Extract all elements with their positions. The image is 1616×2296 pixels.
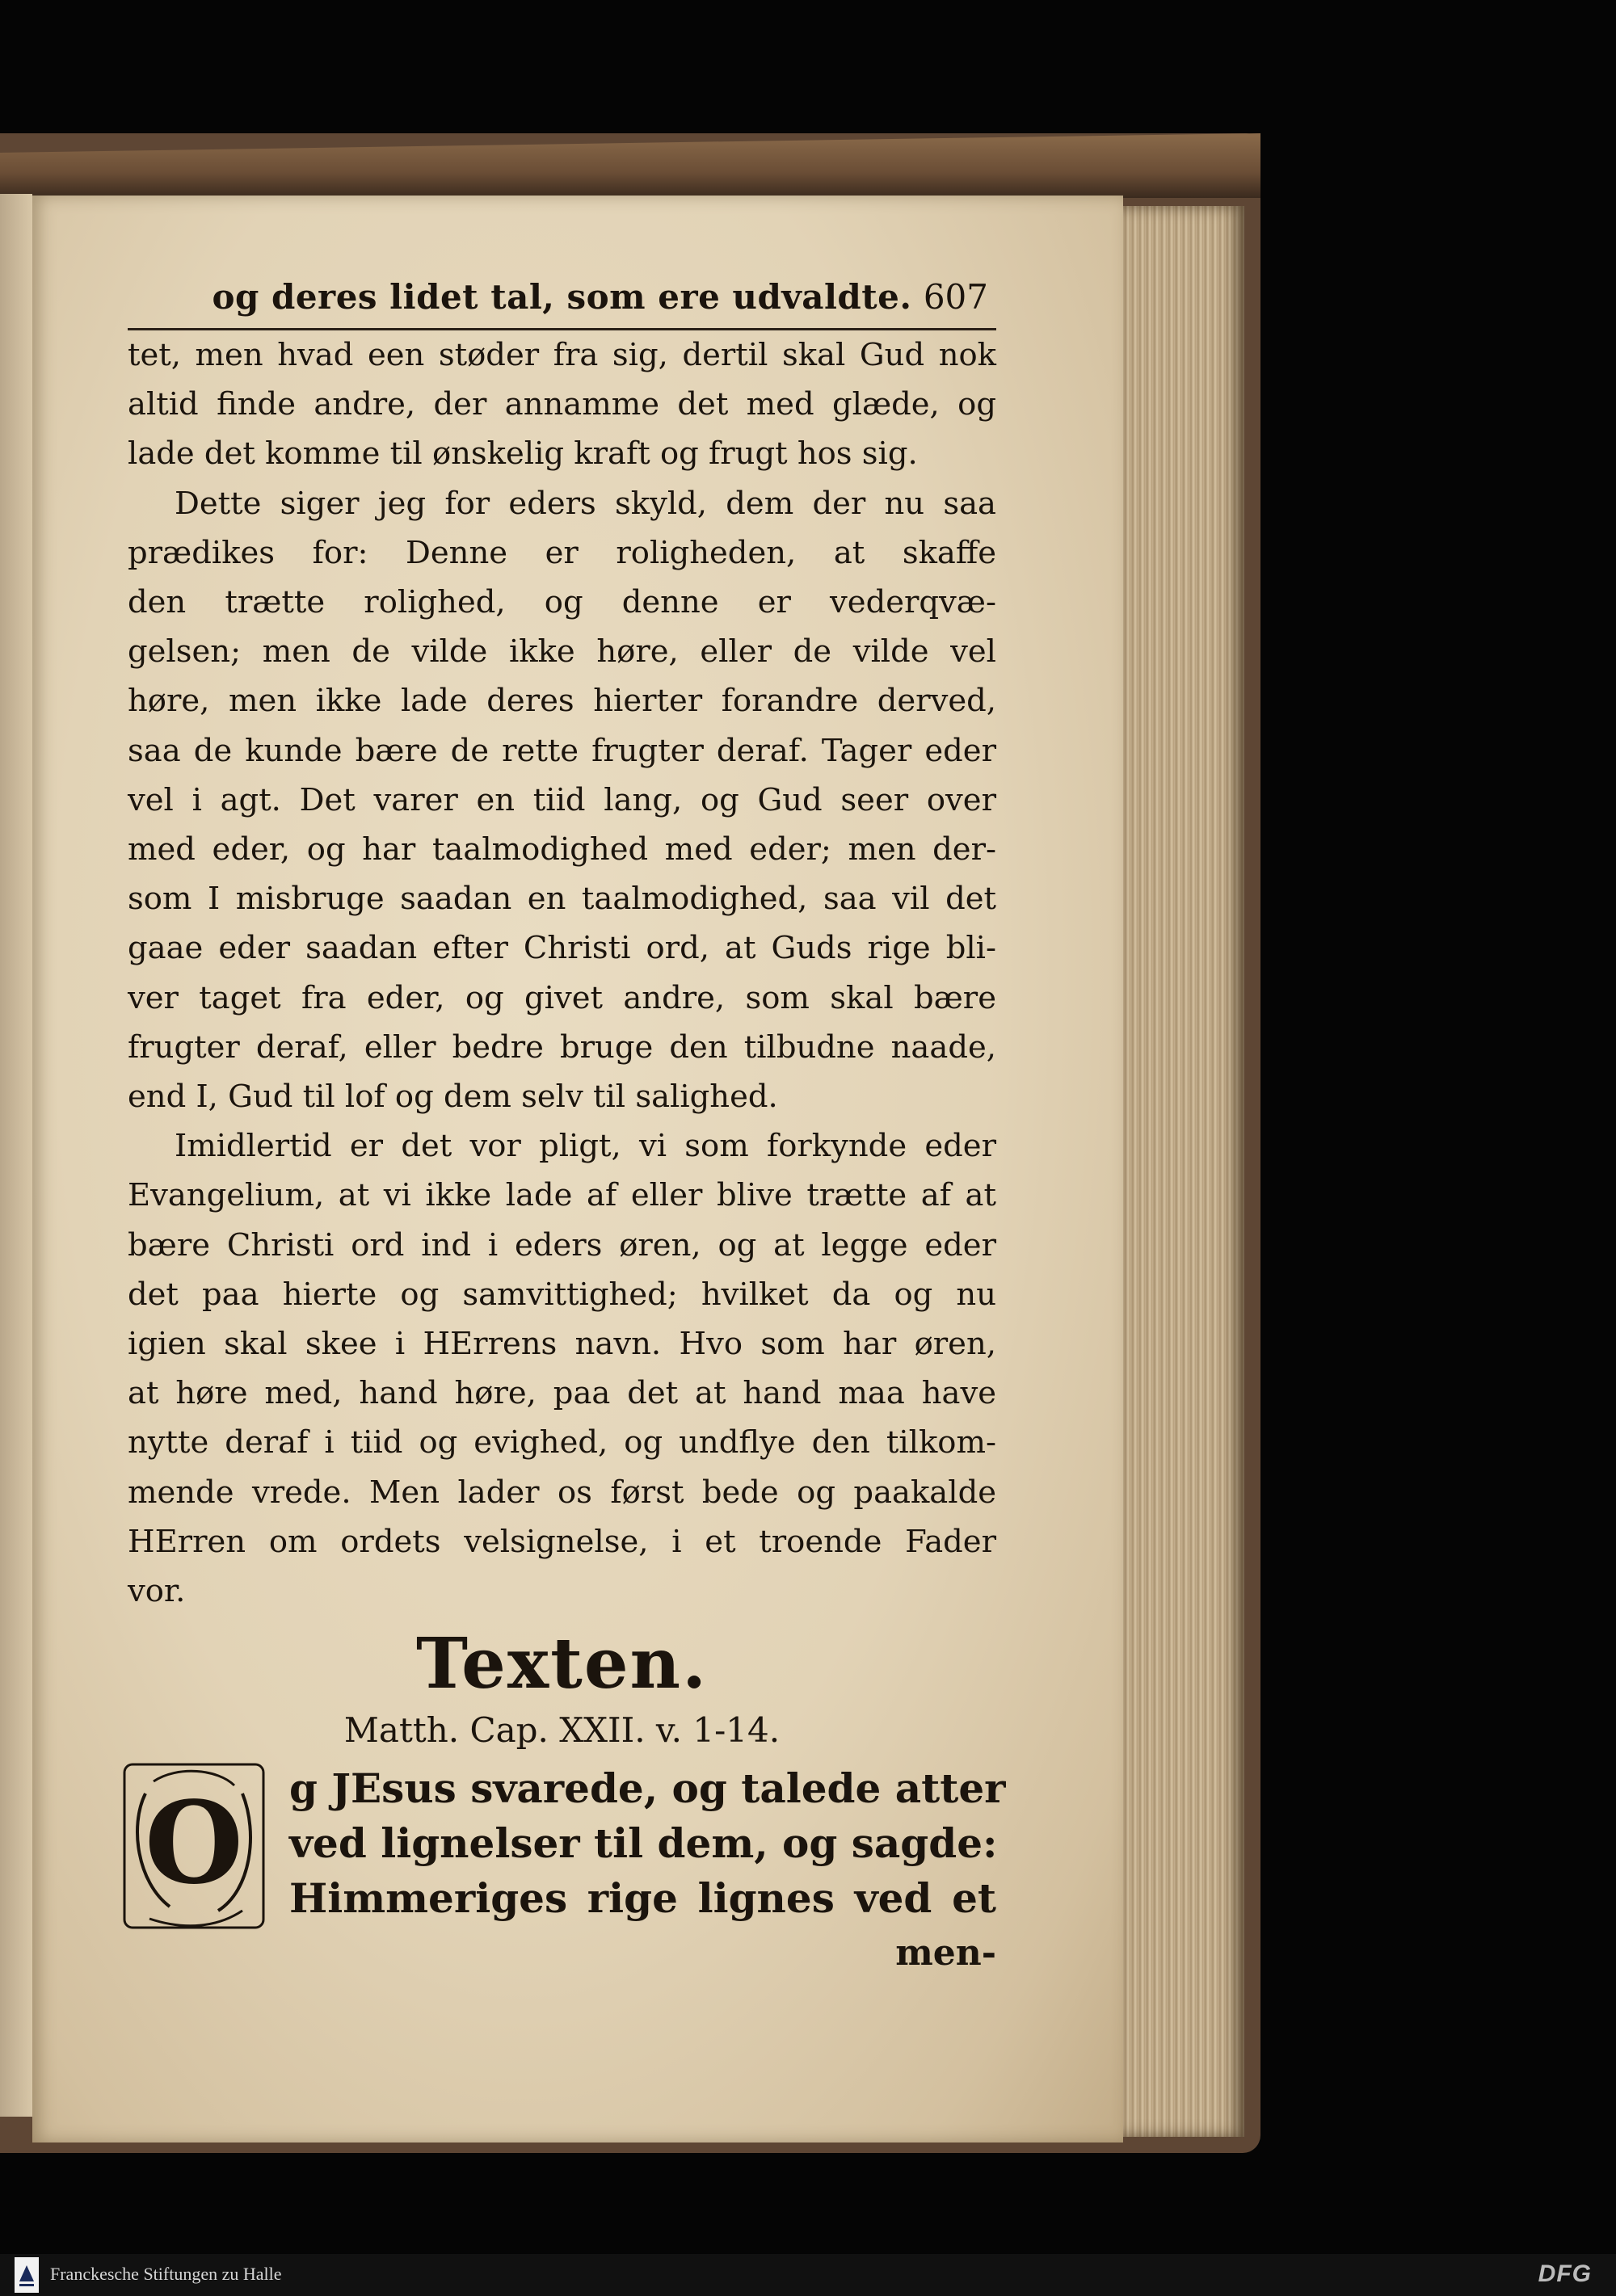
text-line: bære Christi ord ind i eders øren, og at legge eder bbox=[128, 1226, 996, 1264]
paragraph-2 bbox=[128, 479, 996, 1122]
institution-logo-icon bbox=[15, 2257, 39, 2293]
footer-bar bbox=[0, 2254, 1616, 2296]
paragraph-1 bbox=[128, 330, 996, 479]
running-head bbox=[128, 267, 996, 330]
scripture-reference: Matth. Cap. XXII. v. 1-14. bbox=[343, 1710, 781, 1751]
funder-logo: DFG bbox=[1538, 2260, 1592, 2287]
text-line: saa de kunde bære de rette frugter deraf. Tager eder bbox=[128, 732, 996, 769]
facing-page-edge bbox=[0, 194, 32, 2117]
paragraph-3 bbox=[128, 1121, 996, 1616]
text-line: ved lignelser til dem, og sagde: bbox=[289, 1819, 998, 1868]
text-line: vel i agt. Det varer en tiid lang, og Gud seer over bbox=[128, 781, 996, 818]
text-line: gelsen; men de vilde ikke høre, eller de vilde vel bbox=[128, 633, 996, 671]
text-line: høre, men ikke lade deres hierter forandre derved, bbox=[128, 683, 996, 720]
text-line: gaae eder saadan efter Christi ord, at Guds rige bli- bbox=[128, 930, 996, 967]
running-head-title: og deres lidet tal, som ere udvaldte. bbox=[212, 277, 912, 317]
text-line: Evangelium, at vi ikke lade af eller blive trætte af at bbox=[128, 1177, 996, 1214]
text-line: g JEsus svarede, og talede atter bbox=[289, 1764, 1006, 1813]
text-line: at høre med, hand høre, paa det at hand maa have bbox=[128, 1375, 996, 1412]
page-fore-edge bbox=[1123, 206, 1244, 2137]
text-line: det paa hierte og samvittighed; hvilket da og nu bbox=[128, 1276, 996, 1313]
text-line: mende vrede. Men lader os først bede og paakalde bbox=[128, 1474, 996, 1511]
decorated-initial-icon bbox=[121, 1761, 267, 1931]
text-line: lade det komme til ønskelig kraft og frugt hos sig. bbox=[128, 435, 918, 473]
section-heading: Texten. bbox=[415, 1623, 709, 1705]
text-line: tet, men hvad een støder fra sig, dertil skal Gud nok bbox=[128, 337, 996, 373]
text-line: altid finde andre, der annamme det med glæde, og bbox=[128, 386, 996, 423]
text-line: end I, Gud til lof og dem selv til salighed. bbox=[128, 1079, 778, 1116]
text-line: Himmeriges rige lignes ved et bbox=[289, 1874, 996, 1923]
text-line: nytte deraf i tiid og evighed, og undflye den tilkom- bbox=[128, 1424, 996, 1461]
text-line: ver taget fra eder, og givet andre, som skal bære bbox=[128, 979, 996, 1016]
page-text-block bbox=[128, 267, 1006, 1981]
text-line: HErren om ordets velsignelse, i et troende Fader bbox=[128, 1523, 996, 1560]
text-line: prædikes for: Denne er roligheden, at skaffe bbox=[128, 534, 996, 571]
text-line: Imidlertid er det vor pligt, vi som forkynde eder bbox=[175, 1128, 996, 1165]
drop-cap-letter: O bbox=[145, 1777, 243, 1911]
text-line: med eder, og har taalmodighed med eder; men der- bbox=[128, 831, 996, 868]
text-line: frugter deraf, eller bedre bruge den tilbudne naade, bbox=[128, 1028, 996, 1066]
text-line: som I misbruge saadan en taalmodighed, saa vil det bbox=[128, 881, 996, 918]
text-line: igien skal skee i HErrens navn. Hvo som har øren, bbox=[128, 1326, 996, 1363]
page-number: 607 bbox=[923, 277, 988, 317]
text-line: den trætte rolighed, og denne er vederqvæ- bbox=[128, 584, 996, 621]
catchword: men- bbox=[895, 1932, 996, 1974]
text-line: vor. bbox=[128, 1573, 186, 1610]
text-line: Dette siger jeg for eders skyld, dem der nu saa bbox=[175, 485, 996, 522]
opening-verse bbox=[128, 1761, 1006, 1981]
institution-name: Franckesche Stiftungen zu Halle bbox=[50, 2264, 282, 2284]
